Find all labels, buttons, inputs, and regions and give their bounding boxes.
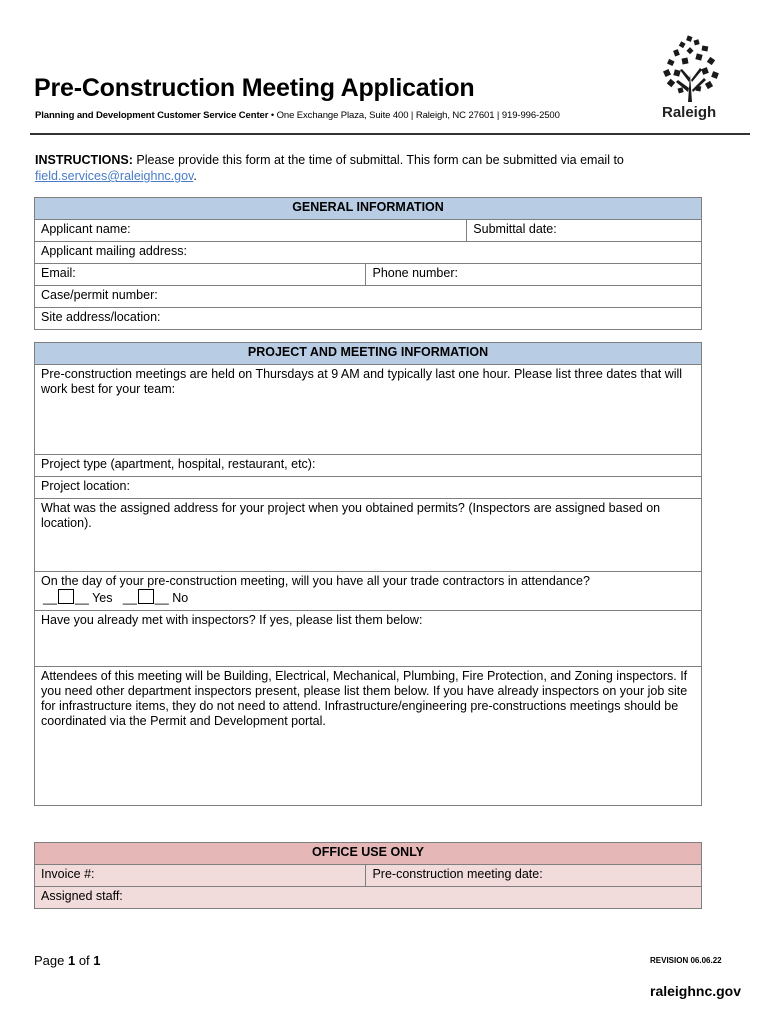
instructions-label: INSTRUCTIONS: [35, 153, 133, 167]
submittal-date-field[interactable]: Submittal date: [467, 220, 702, 242]
project-meeting-heading: PROJECT AND MEETING INFORMATION [35, 343, 702, 365]
invoice-field[interactable]: Invoice #: [35, 865, 366, 887]
subtitle-address: • One Exchange Plaza, Suite 400 | Raleigh, NC 27601 | 919-996-2500 [268, 110, 560, 121]
case-permit-number-field[interactable]: Case/permit number: [35, 286, 702, 308]
meeting-date-field[interactable]: Pre-construction meeting date: [366, 865, 702, 887]
project-meeting-table [34, 342, 702, 806]
site-address-field[interactable]: Site address/location: [35, 308, 702, 330]
phone-number-field[interactable]: Phone number: [366, 264, 702, 286]
attendees-field[interactable]: Attendees of this meeting will be Building, Electrical, Mechanical, Plumbing, Fire Protection, and Zoning inspectors. If you need other department inspectors present, please list them below. If you have already inspectors on your job site for infrastructure items, they do not need to attend. Infrastructure/engineering pre-constructions meetings should be coordinated via the Permit and Development portal. [35, 667, 702, 806]
yes-checkbox[interactable] [58, 589, 74, 604]
trade-contractors-options: __ __ Yes __ __ No [43, 591, 189, 605]
instructions-end: . [193, 169, 197, 183]
no-checkbox[interactable] [138, 589, 154, 604]
email-link[interactable]: field.services@raleighnc.gov [35, 169, 194, 183]
logo-wordmark: Raleigh [662, 104, 717, 121]
mailing-address-field[interactable]: Applicant mailing address: [35, 242, 702, 264]
page-subtitle [35, 110, 560, 121]
page-indicator [34, 953, 101, 968]
office-use-table [34, 842, 702, 909]
project-type-field[interactable]: Project type (apartment, hospital, restaurant, etc): [35, 455, 702, 477]
of-word: of [75, 953, 94, 968]
instructions-text: Please provide this form at the time of submittal. This form can be submitted via email to [132, 153, 624, 167]
yes-label: Yes [92, 591, 113, 605]
inspectors-met-field[interactable]: Have you already met with inspectors? If yes, please list them below: [35, 611, 702, 667]
assigned-staff-field[interactable]: Assigned staff: [35, 887, 702, 909]
subtitle-office: Planning and Development Customer Service Center [35, 110, 269, 121]
general-information-table [34, 197, 702, 330]
header-divider [30, 133, 750, 135]
office-use-heading: OFFICE USE ONLY [35, 843, 702, 865]
revision-label: REVISION 06.06.22 [650, 956, 722, 965]
applicant-name-field[interactable]: Applicant name: [35, 220, 467, 242]
page-word: Page [34, 953, 68, 968]
page-title: Pre-Construction Meeting Application [34, 74, 475, 102]
project-location-field[interactable]: Project location: [35, 477, 702, 499]
assigned-address-field[interactable]: What was the assigned address for your project when you obtained permits? (Inspectors are assigned based on location). [35, 499, 702, 572]
no-label: No [172, 591, 189, 605]
page-number: 1 [67, 953, 76, 968]
website-label: raleighnc.gov [650, 983, 742, 999]
general-information-heading: GENERAL INFORMATION [35, 198, 702, 220]
trade-contractors-row [35, 572, 702, 611]
email-field[interactable]: Email: [35, 264, 366, 286]
trade-contractors-question: On the day of your pre-construction meeting, will you have all your trade contractors in attendance? [41, 574, 590, 588]
instructions [35, 152, 715, 184]
meeting-dates-field[interactable]: Pre-construction meetings are held on Thursdays at 9 AM and typically last one hour. Please list three dates that will work best for your team: [35, 365, 702, 455]
page-total: 1 [93, 953, 101, 968]
